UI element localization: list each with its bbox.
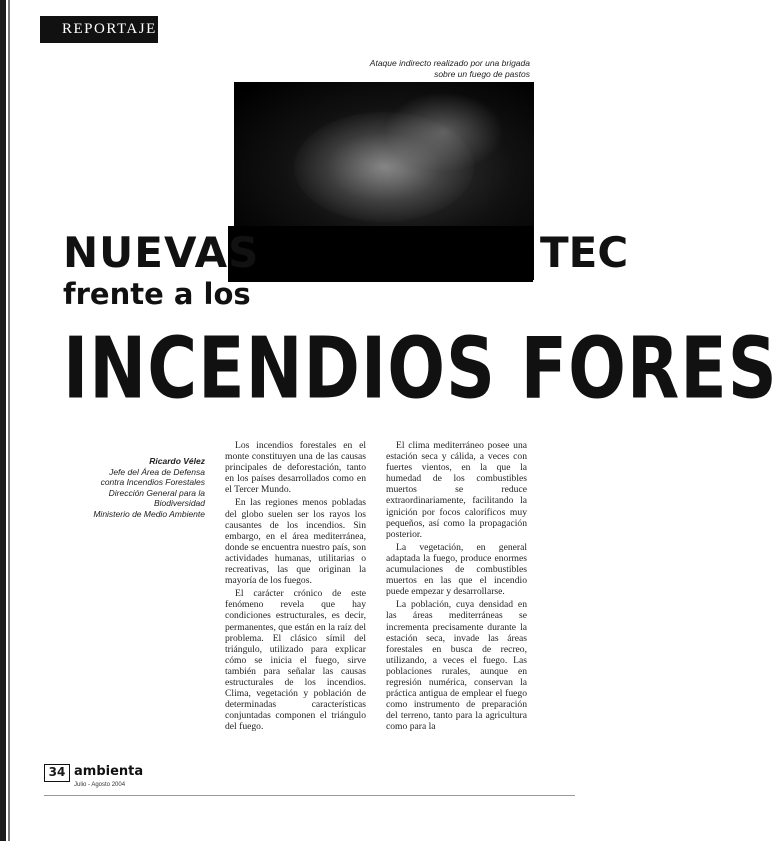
article-column-1: [225, 440, 366, 734]
author-role: Biodiversidad: [153, 498, 205, 508]
author-role: Dirección General para la: [108, 487, 205, 498]
author-name: Ricardo Vélez: [149, 456, 205, 466]
left-edge-rule: [0, 0, 6, 841]
author-role: Jefe del Área de Defensa: [109, 466, 205, 477]
author-byline: [70, 456, 205, 519]
paragraph: Los incendios forestales en el monte constituyen una de las causas principales de deforestación, tanto en los países desarrollados como en el Tercer Mundo.: [225, 440, 366, 496]
headline-line1-tail: TEC: [540, 228, 629, 277]
page-number: 34: [44, 764, 70, 782]
photo-lower-band: [228, 226, 533, 282]
issue-date: Julio - Agosto 2004: [74, 782, 126, 788]
section-label: REPORTAJE: [62, 21, 157, 37]
paragraph: El carácter crónico de este fenómeno revela que hay condiciones estructurales, es decir, permanentes, que están en la raíz del problema. El clásico símil del triángulo, utilizado para explicar cómo se inicia el fuego, sirve también para señalar las causas estructurales de los incendios. Clima, vegetación y población de determinadas características conjuntadas componen el triángulo del fuego.: [225, 588, 366, 733]
photo-caption: Ataque indirecto realizado por una brigada sobre un fuego de pastos: [369, 58, 530, 79]
section-tab: [40, 16, 158, 43]
headline-line2: frente a los: [63, 277, 251, 311]
paragraph: En las regiones menos pobladas del globo suelen ser los rayos los causantes de los incendios. Sin embargo, en el área mediterránea, donde se encuentra nuestro país, son actividades humanas, utilitarias o recreativas, las que originan la mayoría de los fuegos.: [225, 497, 366, 587]
paragraph: La población, cuya densidad en las áreas mediterráneas se incrementa precisamente durante la estación seca, invade las áreas forestales en busca de recreo, utilizando, a veces el fuego. Las poblaciones rurales, aunque en regresión numérica, conservan la práctica antigua de emplear el fuego como instrumento de preparación del terreno, tanto para la agricultura como para la: [386, 599, 527, 733]
smoke-plume-secondary: [384, 92, 504, 172]
footer-rule: [44, 795, 575, 796]
headline-line1: NUEVAS: [63, 228, 260, 277]
headline-line3: INCENDIOS FORES: [63, 320, 778, 419]
author-role: contra Incendios Forestales: [100, 477, 205, 487]
left-edge-rule-thin: [8, 0, 10, 841]
author-role: Ministerio de Medio Ambiente: [93, 508, 205, 519]
article-column-2: [386, 440, 527, 734]
magazine-name: ambienta: [74, 764, 144, 779]
paragraph: La vegetación, en general adaptada la fuego, produce enormes acumulaciones de combustibles muertos en las que el incendio puede empezar y desarrollarse.: [386, 541, 527, 598]
paragraph: El clima mediterráneo posee una estación seca y cálida, a veces con fuertes vientos, en la que la humedad de los combustibles muertos se reduce extraordinariamente, facilitando la ignición por focos caloríficos muy pequeños, así como la propagación posterior.: [386, 440, 527, 540]
